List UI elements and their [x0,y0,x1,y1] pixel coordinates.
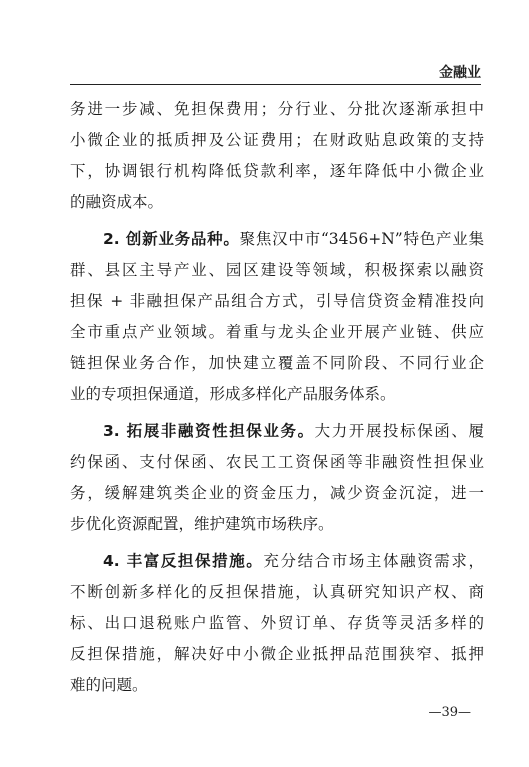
page-header [70,52,481,85]
paragraph-line: 全市重点产业领域。着重与龙头企业开展产业链、供应 [70,323,484,341]
paragraph-line: 务，缓解建筑类企业的资金压力，减少资金沉淀，进一 [70,484,484,502]
section-4-first-line [70,546,484,577]
header-title: 金融业 [439,65,481,81]
paragraph-line: 链担保业务合作，加快建立覆盖不同阶段、不同行业企 [70,354,484,372]
paragraph-line: 担保 + 非融担保产品组合方式，引导信贷资金精准投向 [70,292,484,310]
body-text [70,94,484,701]
section-3-heading: 3. 拓展非融资性担保业务。 [103,422,315,440]
section-2-first-line [70,224,484,255]
paragraph-line: 反担保措施，解决好中小微企业抵押品范围狭窄、抵押 [70,645,484,663]
section-2-text: 聚焦汉中市“3456+N”特色产业集 [239,230,484,248]
paragraph-line: 业的专项担保通道，形成多样化产品服务体系。 [70,385,396,403]
section-4-heading: 4. 丰富反担保措施。 [103,552,264,570]
paragraph-line: 不断创新多样化的反担保措施，认真研究知识产权、商 [70,583,484,601]
paragraph-line: 下，协调银行机构降低贷款利率，逐年降低中小微企业 [70,162,484,180]
paragraph-line: 务进一步减、免担保费用；分行业、分批次逐渐承担中 [70,100,484,118]
paragraph-line: 难的问题。 [70,676,148,694]
paragraph-line: 步优化资源配置，维护建筑市场秩序。 [70,515,334,533]
section-2-heading: 2. 创新业务品种。 [103,230,240,248]
section-3-text: 大力开展投标保函、履 [314,422,484,440]
section-4-text: 充分结合市场主体融资需求， [263,552,484,570]
paragraph-line: 的融资成本。 [70,193,164,211]
paragraph-line: 标、出口退税账户监管、外贸订单、存货等灵活多样的 [70,614,484,632]
paragraph-line: 群、县区主导产业、园区建设等领域，积极探索以融资 [70,261,484,279]
paragraph-line: 约保函、支付保函、农民工工资保函等非融资性担保业 [70,453,484,471]
page-number: —39— [428,705,471,720]
paragraph-line: 小微企业的抵质押及公证费用；在财政贴息政策的支持 [70,131,484,149]
section-3-first-line [70,416,484,447]
